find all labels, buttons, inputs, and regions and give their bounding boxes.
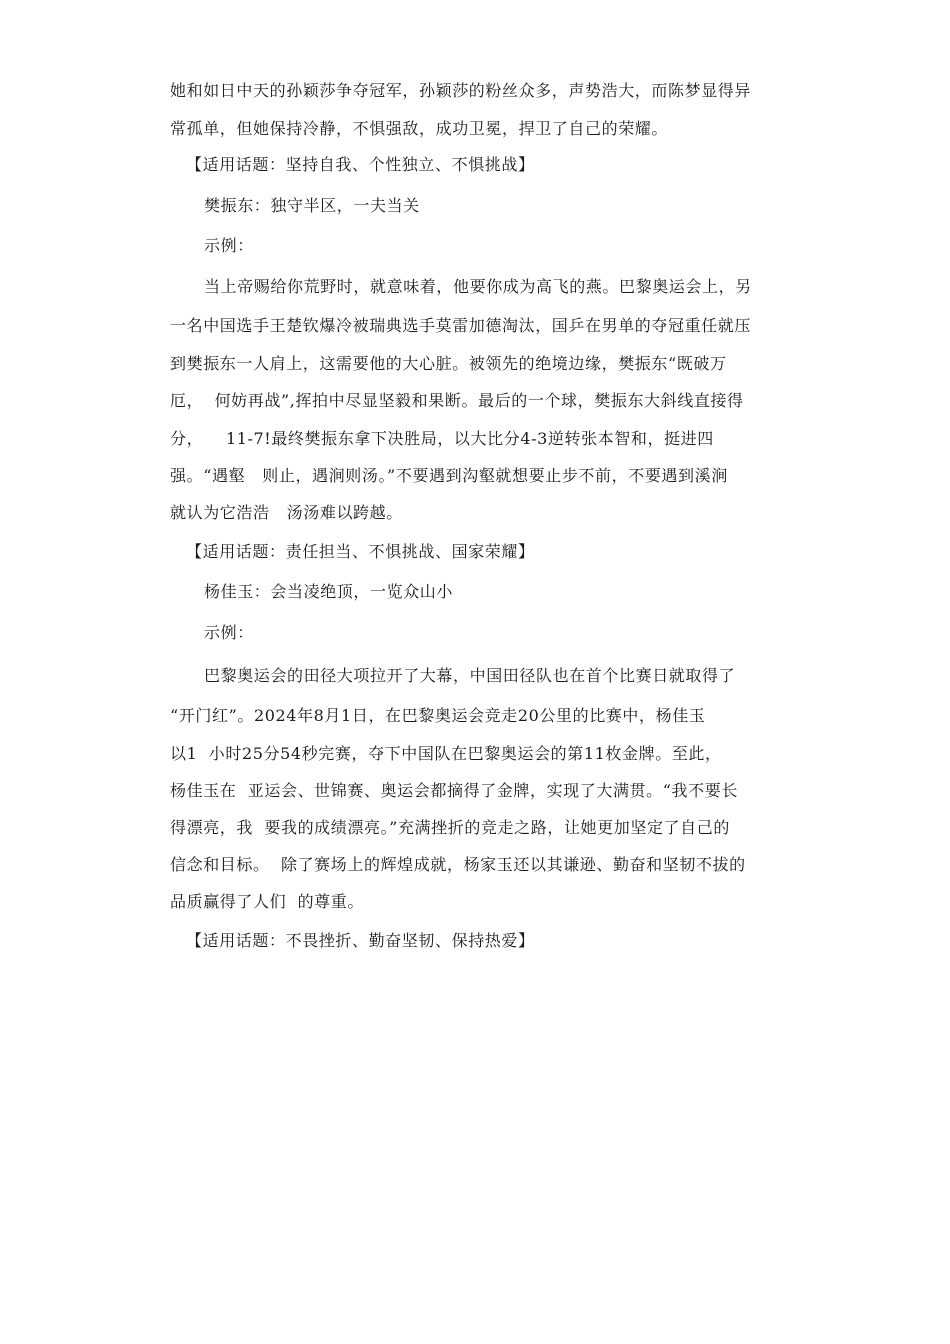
paragraph-line: 她和如日中天的孙颖莎争夺冠军，孙颖莎的粉丝众多，声势浩大，而陈梦显得异 (170, 81, 752, 100)
topic-tags: 【适用话题：责任担当、不惧挑战、国家荣耀】 (186, 542, 535, 561)
paragraph-line: 信念和目标。 除了赛场上的辉煌成就，杨家玉还以其谦逊、勤奋和坚韧不拔的 (170, 855, 746, 874)
paragraph-line: 以1 小时25分54秒完赛，夺下中国队在巴黎奥运会的第11枚金牌。至此， (170, 744, 722, 763)
paragraph-line: 巴黎奥运会的田径大项拉开了大幕，中国田径队也在首个比赛日就取得了 (204, 666, 736, 685)
example-label: 示例： (204, 623, 254, 642)
paragraph-line: 强。“遇壑 则止，遇涧则汤。”不要遇到沟壑就想要止步不前，不要遇到溪涧 (170, 466, 728, 485)
paragraph-line: “开门红”。2024年8月1日，在巴黎奥运会竞走20公里的比赛中，杨佳玉 (170, 706, 706, 725)
example-label: 示例： (204, 236, 254, 255)
section-heading: 杨佳玉：会当凌绝顶，一览众山小 (204, 582, 454, 601)
paragraph-line: 杨佳玉在 亚运会、世锦赛、奥运会都摘得了金牌，实现了大满贯。“我不要长 (170, 781, 738, 800)
paragraph-line: 分， 11-7!最终樊振东拿下决胜局，以大比分4-3逆转张本智和，挺进四 (170, 429, 714, 448)
section-heading: 樊振东：独守半区，一夫当关 (204, 196, 420, 215)
paragraph-line: 当上帝赐给你荒野时，就意味着，他要你成为高飞的燕。巴黎奥运会上，另 (204, 277, 752, 296)
paragraph-line: 品质赢得了人们 的尊重。 (170, 892, 364, 911)
paragraph-line: 一名中国选手王楚钦爆冷被瑞典选手莫雷加德淘汰，国乒在男单的夺冠重任就压 (170, 316, 752, 335)
paragraph-line: 常孤单，但她保持冷静，不惧强敌，成功卫冕，捍卫了自己的荣耀。 (170, 119, 669, 138)
paragraph-line: 就认为它浩浩 汤汤难以跨越。 (170, 503, 403, 522)
topic-tags: 【适用话题：不畏挫折、勤奋坚韧、保持热爱】 (186, 931, 535, 950)
paragraph-line: 厄， 何妨再战”,挥拍中尽显坚毅和果断。最后的一个球，樊振东大斜线直接得 (170, 391, 744, 410)
paragraph-line: 得漂亮，我 要我的成绩漂亮。”充满挫折的竞走之路，让她更加坚定了自己的 (170, 818, 730, 837)
paragraph-line: 到樊振东一人肩上，这需要他的大心脏。被领先的绝境边缘，樊振东“既破万 (170, 354, 727, 373)
topic-tags: 【适用话题：坚持自我、个性独立、不惧挑战】 (186, 155, 535, 174)
